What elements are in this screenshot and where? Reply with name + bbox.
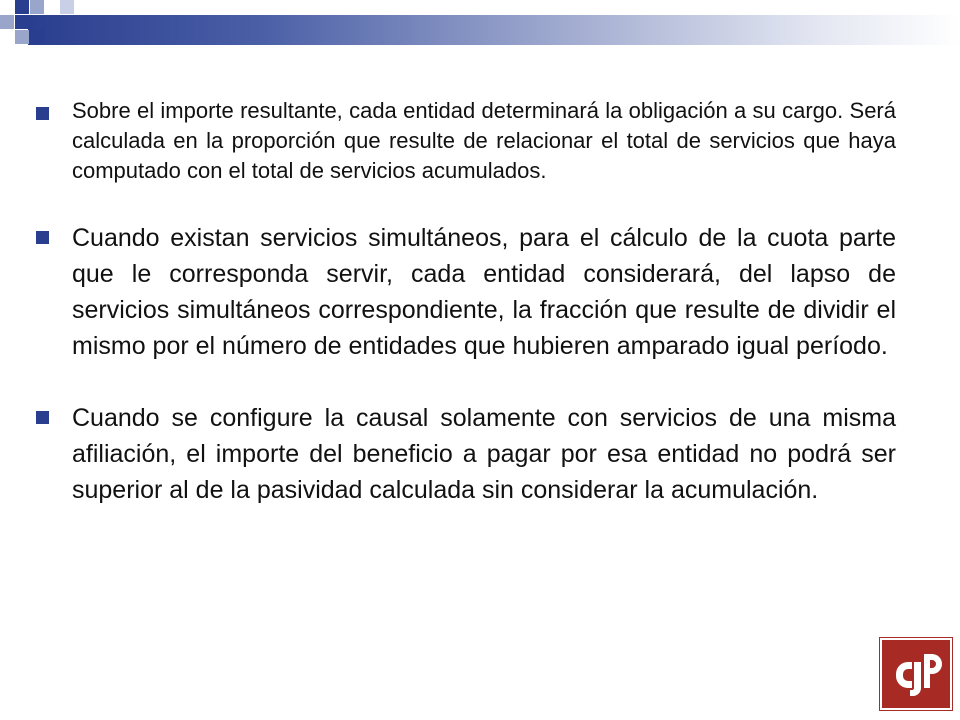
decor-square-dark-1 [15, 0, 29, 14]
cjp-logo-icon [880, 638, 952, 710]
square-bullet-icon [36, 411, 49, 424]
cjp-logo-graphic [882, 640, 950, 708]
decor-square-light-1 [30, 0, 44, 14]
bullet-item [36, 220, 896, 364]
decor-square-light-2 [0, 15, 14, 29]
bullet-item [36, 96, 896, 186]
bullet-item [36, 400, 896, 508]
decor-square-dark-2 [15, 15, 29, 29]
square-bullet-icon [36, 107, 49, 120]
bullet-text: Cuando se configure la causal solamente con servicios de una misma afiliación, el importe del beneficio a pagar por esa entidad no podrá ser superior al de la pasividad calculada sin considerar la acumulación. [72, 404, 896, 504]
bullet-text: Cuando existan servicios simultáneos, para el cálculo de la cuota parte que le corresponda servir, cada entidad considerará, del lapso de servicios simultáneos correspondiente, la fracción que resulte de dividir el mismo por el número de entidades que hubieren amparado igual período. [72, 224, 896, 360]
decor-square-light-3 [15, 30, 29, 44]
bullet-text: Sobre el importe resultante, cada entidad determinará la obligación a su cargo. Será calculada en la proporción que resulte de relacionar el total de servicios que haya computado con el total de servicios acumulados. [72, 98, 896, 183]
header-gradient-bar [28, 15, 960, 45]
decor-square-dark-3 [30, 30, 44, 44]
bullet-list [36, 96, 896, 508]
decor-square-light-4 [60, 0, 74, 14]
square-bullet-icon [36, 231, 49, 244]
